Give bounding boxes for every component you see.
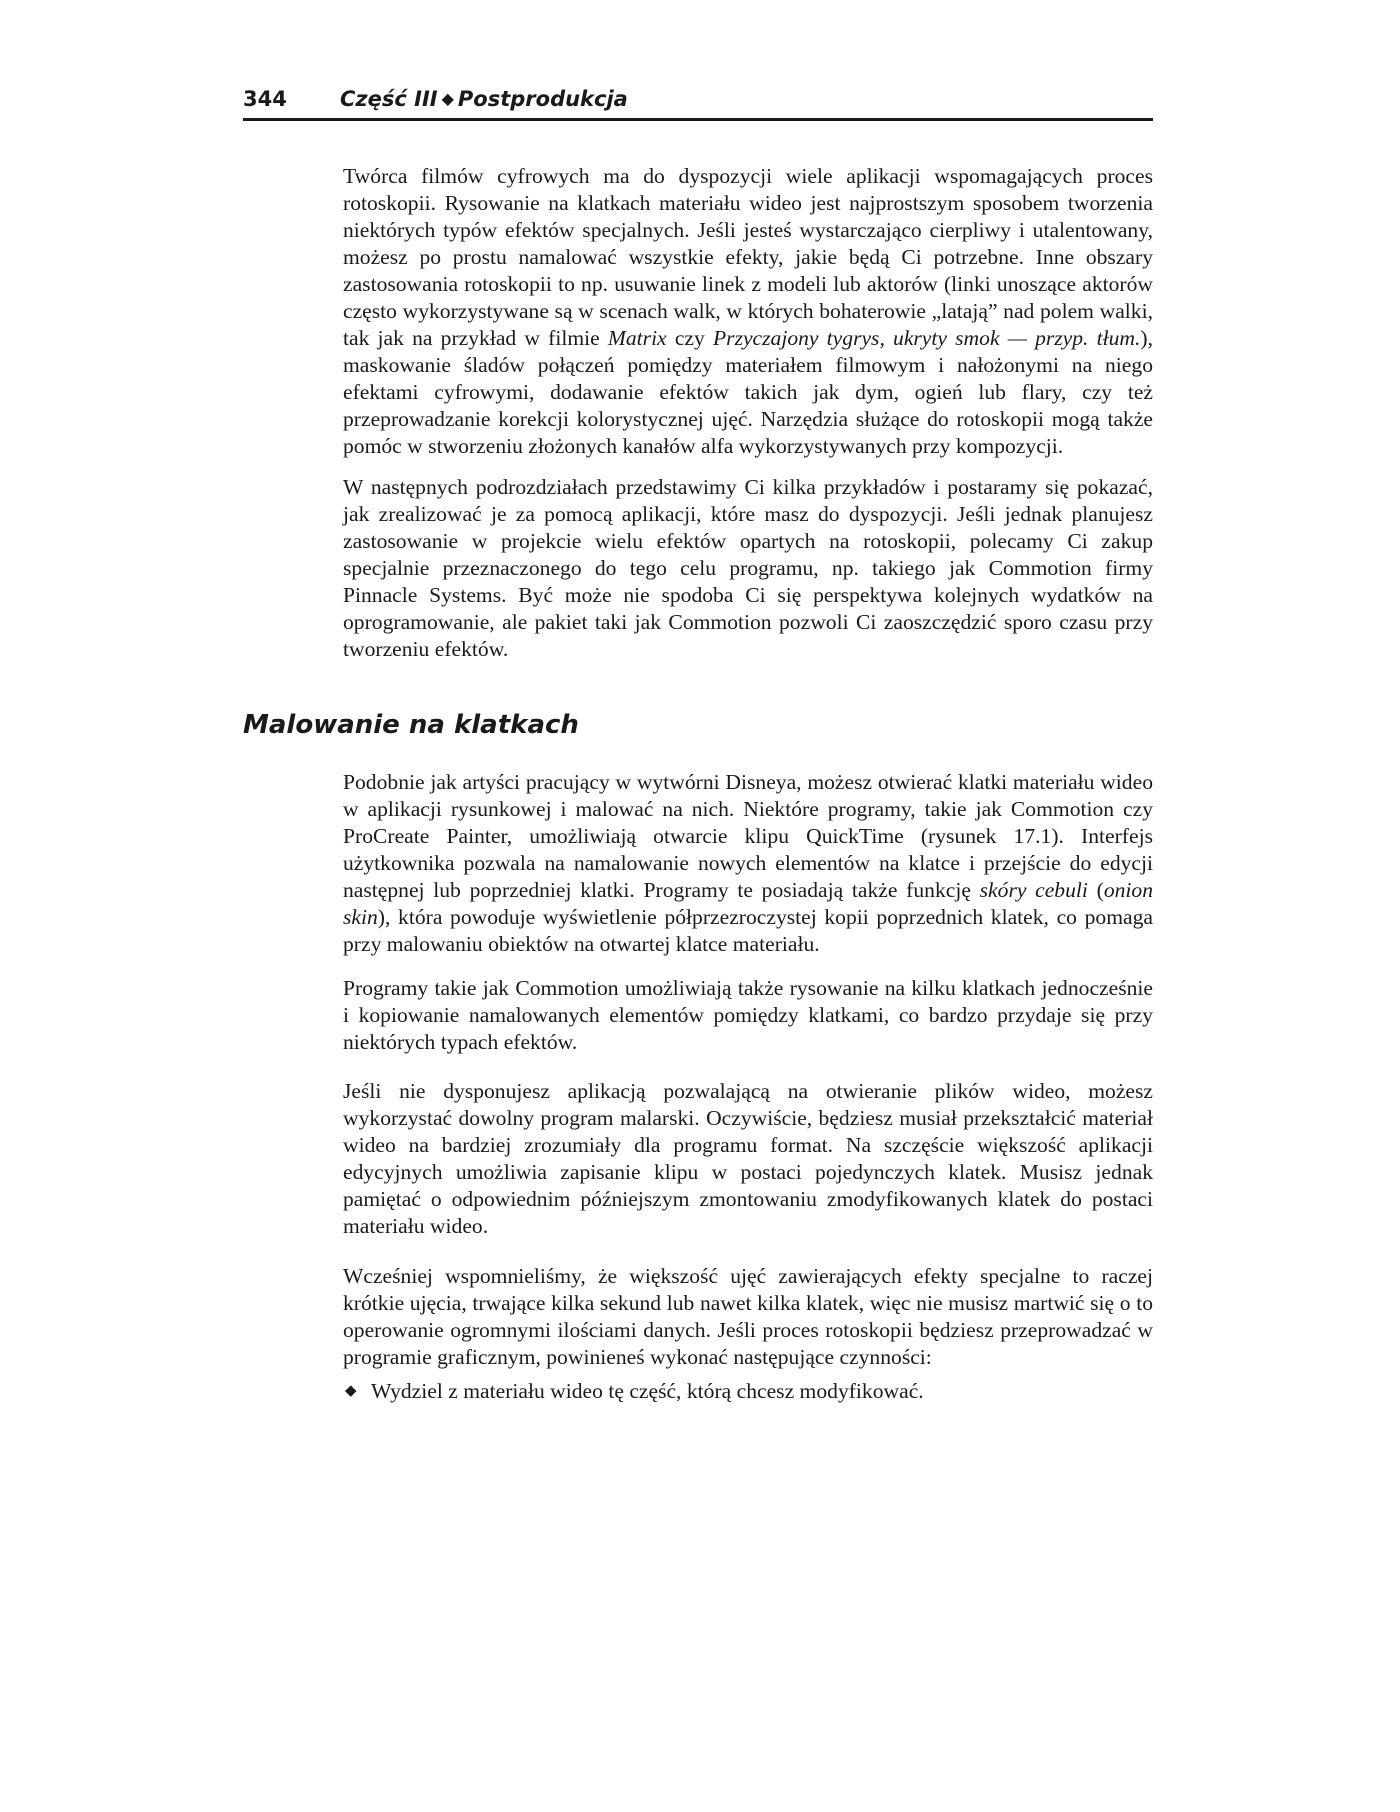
- part-name: Postprodukcja: [457, 87, 628, 111]
- paragraph-paint-program: [343, 1078, 1153, 1240]
- diamond-bullet-icon: ◆: [345, 1383, 357, 1399]
- section-heading: Malowanie na klatkach: [243, 710, 579, 740]
- term-onion-skin-pl: skóry cebuli: [979, 878, 1088, 902]
- paragraph-disney-painting: [343, 769, 1153, 958]
- term-onion-skin-en: onion skin: [343, 878, 1153, 929]
- film-title-matrix: Matrix: [607, 326, 667, 350]
- paragraph-multi-frame: [343, 975, 1153, 1056]
- page-number: 344: [243, 87, 287, 111]
- paragraph-text: Programy takie jak Commotion umożliwiają także rysowanie na kilku klatkach jednocześnie i kopiowanie namalowanych elementów pomiędzy klatkami, co bardzo przydaje się przy niektórych typach efektów.: [343, 976, 1153, 1054]
- list-item-text: Wydziel z materiału wideo tę część, którą chcesz modyfikować.: [371, 1379, 924, 1403]
- paragraph-subsections-intro: [343, 474, 1153, 663]
- paragraph-text: (: [1087, 878, 1104, 902]
- part-title: [340, 84, 628, 116]
- list-item: [343, 1378, 1153, 1405]
- part-label: Część III: [340, 87, 438, 111]
- paragraph-text: W następnych podrozdziałach przedstawimy Ci kilka przykładów i postaramy się pokazać, jak zrealizować je za pomocą aplikacji, które masz do dyspozycji. Jeśli jednak planujesz zastosowanie w projekcie wielu efektów opartych na rotoskopii, polecamy Ci zakup specjalnie przeznaczonego do tego celu programu, np. takiego jak Commotion firmy Pinnacle Systems. Być może nie spodoba Ci się perspektywa kolejnych wydatków na oprogramowanie, ale pakiet taki jak Commotion pozwoli Ci zaoszczędzić sporo czasu przy tworzeniu efektów.: [343, 475, 1153, 661]
- paragraph-rotoscopy-intro: [343, 163, 1153, 460]
- paragraph-text: Podobnie jak artyści pracujący w wytwórni Disneya, możesz otwierać klatki materiału wideo w aplikacji rysunkowej i malować na nich. Niektóre programy, takie jak Commotion czy ProCreate Painter, umożliwiają otwarcie klipu QuickTime (rysunek 17.1). Interfejs użytkownika pozwala na namalowanie nowych elementów na klatce i przejście do edycji następnej lub poprzedniej klatki. Programy te posiadają także funkcję: [343, 770, 1153, 902]
- paragraph-text: Twórca filmów cyfrowych ma do dyspozycji wiele aplikacji wspomagających proces rotoskopii. Rysowanie na klatkach materiału wideo jest najprostszym sposobem tworzenia niektórych typów efektów specjalnych. Jeśli jesteś wystarczająco cierpliwy i utalentowany, możesz po prostu namalować wszystkie efekty, jakie będą Ci potrzebne. Inne obszary zastosowania rotoskopii to np. usuwanie linek z modeli lub aktorów (linki unoszące aktorów często wykorzystywane są w scenach walk, w których bohaterowie „latają” nad polem walki, tak jak na przykład w filmie: [343, 164, 1153, 350]
- paragraph-text: Jeśli nie dysponujesz aplikacją pozwalającą na otwieranie plików wideo, możesz wykorzystać dowolny program malarski. Oczywiście, będziesz musiał przekształcić materiał wideo na bardziej zrozumiały dla programu format. Na szczęście większość aplikacji edycyjnych umożliwia zapisanie klipu w postaci pojedynczych klatek. Musisz jednak pamiętać o odpowiednim późniejszym zmontowaniu zmodyfikowanych klatek do postaci materiału wideo.: [343, 1079, 1153, 1238]
- paragraph-short-shots: [343, 1263, 1153, 1371]
- steps-list: [343, 1378, 1153, 1405]
- paragraph-text: ), która powoduje wyświetlenie półprzezroczystej kopii poprzednich klatek, co pomaga przy malowaniu obiektów na otwartej klatce materiału.: [343, 905, 1153, 956]
- running-header: [243, 84, 1153, 121]
- paragraph-text: ), maskowanie śladów połączeń pomiędzy materiałem filmowym i nałożonymi na niego efektami cyfrowymi, dodawanie efektów takich jak dym, ogień lub flary, czy też przeprowadzanie korekcji kolorystycznej ujęć. Narzędzia służące do rotoskopii mogą także pomóc w stworzeniu złożonych kanałów alfa wykorzystywanych przy kompozycji.: [343, 326, 1153, 458]
- film-title-tiger-dragon: Przyczajony tygrys, ukryty smok — przyp. tłum.: [712, 326, 1141, 350]
- diamond-separator-icon: ◆: [441, 89, 454, 108]
- paragraph-text: czy: [666, 326, 713, 350]
- paragraph-text: Wcześniej wspomnieliśmy, że większość ujęć zawierających efekty specjalne to raczej krótkie ujęcia, trwające kilka sekund lub nawet kilka klatek, więc nie musisz martwić się o to operowanie ogromnymi ilościami danych. Jeśli proces rotoskopii będziesz przeprowadzać w programie graficznym, powinieneś wykonać następujące czynności:: [343, 1264, 1153, 1369]
